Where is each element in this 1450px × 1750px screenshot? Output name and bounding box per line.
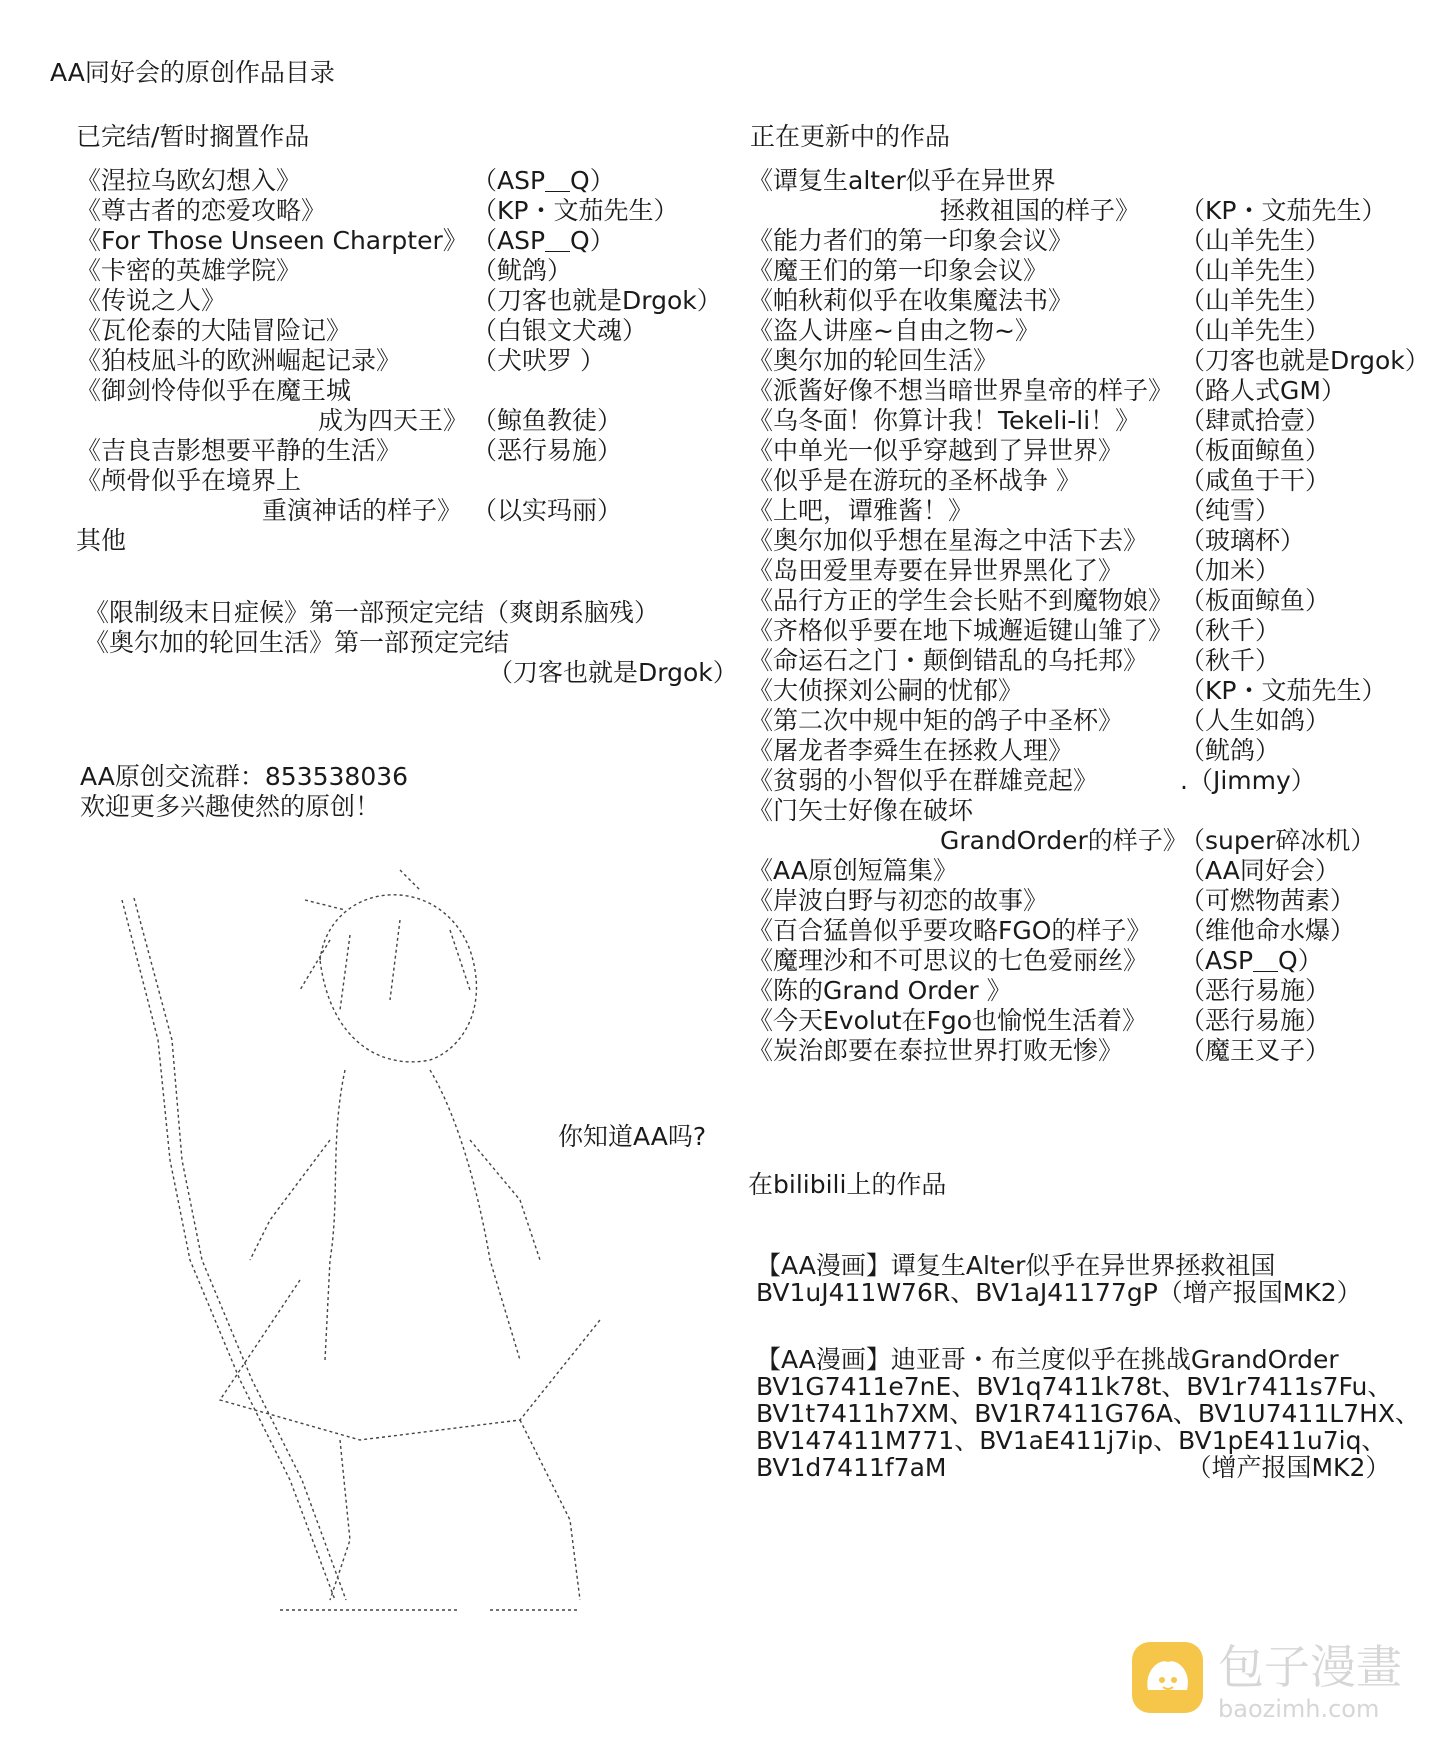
work-title: 《中单光一似乎穿越到了异世界》 <box>748 436 1124 465</box>
work-title: 拯救祖国的样子》 <box>940 196 1141 225</box>
work-author: （鲸鱼教徒） <box>472 406 623 435</box>
bili-title: 【AA漫画】谭复生Alter似乎在异世界拯救祖国 <box>756 1251 1276 1280</box>
completed-heading: 已完结/暂时搁置作品 <box>76 122 310 151</box>
list-item <box>748 706 1428 736</box>
work-title: 《AA原创短篇集》 <box>748 856 958 885</box>
list-item <box>748 376 1428 406</box>
work-title: 《炭治郎要在泰拉世界打败无惨》 <box>748 1036 1124 1065</box>
other-work: 《限制级末日症候》第一部预定完结（爽朗系脑残） <box>84 598 660 627</box>
bili-title: 【AA漫画】迪亚哥・布兰度似乎在挑战GrandOrder <box>756 1345 1339 1374</box>
list-item <box>748 256 1428 286</box>
work-author: （刀客也就是Drgok） <box>1180 346 1430 375</box>
work-author: （KP・文茄先生） <box>1180 196 1387 225</box>
work-title: 《奥尔加的轮回生活》 <box>748 346 999 375</box>
other-work: 《奥尔加的轮回生活》第一部预定完结 <box>84 628 510 657</box>
work-title: 《传说之人》 <box>76 286 227 315</box>
list-item <box>76 466 716 496</box>
work-author: （恶行易施） <box>472 436 623 465</box>
ascii-art-figure <box>100 840 680 1630</box>
list-item <box>84 658 738 688</box>
work-author: （可燃物茜素） <box>1180 886 1356 915</box>
work-author: （KP・文茄先生） <box>472 196 679 225</box>
leg-shape <box>330 1420 580 1600</box>
work-author: （以实玛丽） <box>472 496 623 525</box>
list-item <box>748 226 1428 256</box>
list-item <box>748 646 1428 676</box>
work-title: 《今天Evolut在Fgo也愉悦生活着》 <box>748 1006 1148 1035</box>
bili-ids: BV1uJ411W76R、BV1aJ41177gP（增产报国MK2） <box>756 1278 1362 1307</box>
work-title: 《岸波白野与初恋的故事》 <box>748 886 1049 915</box>
work-author: （人生如鸽） <box>1180 706 1331 735</box>
work-title: 《魔王们的第一印象会议》 <box>748 256 1049 285</box>
list-item <box>748 976 1428 1006</box>
bili-ids: BV1t7411h7XM、BV1R7411G76A、BV1U7411L7HX、 <box>756 1399 1421 1428</box>
work-title: 《齐格似乎要在地下城邂逅键山雏了》 <box>748 616 1174 645</box>
list-item <box>76 226 716 256</box>
work-title: 《能力者们的第一印象会议》 <box>748 226 1074 255</box>
work-author: （犬吠罗 ） <box>472 346 605 375</box>
work-author: （鱿鸽） <box>1180 736 1281 765</box>
work-author: （维他命水爆） <box>1180 916 1356 945</box>
list-item <box>76 196 716 226</box>
work-author: （山羊先生） <box>1180 256 1331 285</box>
work-title: 《品行方正的学生会长贴不到魔物娘》 <box>748 586 1174 615</box>
list-item <box>748 1006 1428 1036</box>
staff-shape <box>122 900 335 1600</box>
work-title: 《奥尔加似乎想在星海之中活下去》 <box>748 526 1149 555</box>
work-title: 《涅拉乌欧幻想入》 <box>76 166 302 195</box>
bili-ids: BV147411M771、BV1aE411j7ip、BV1pE411u7iq、 <box>756 1426 1387 1455</box>
work-title: 《帕秋莉似乎在收集魔法书》 <box>748 286 1074 315</box>
bili-author: （增产报国MK2） <box>1186 1453 1391 1482</box>
work-title: 《陈的Grand Order 》 <box>748 976 1012 1005</box>
list-item <box>748 1036 1428 1066</box>
work-title: 《百合猛兽似乎要攻略FGO的样子》 <box>748 916 1152 945</box>
completed-list <box>76 166 722 526</box>
work-title: 重演神话的样子》 <box>262 496 463 525</box>
list-item <box>748 616 1428 646</box>
work-author: （加米） <box>1180 556 1281 585</box>
list-item <box>748 286 1428 316</box>
list-item <box>748 556 1428 586</box>
list-item <box>748 586 1428 616</box>
work-title: 《盗人讲座~自由之物~》 <box>748 316 1040 345</box>
others-label: 其他 <box>76 526 127 555</box>
bilibili-heading: 在bilibili上的作品 <box>748 1170 947 1199</box>
others-list <box>84 598 738 688</box>
work-author: （恶行易施） <box>1180 976 1331 1005</box>
updating-heading: 正在更新中的作品 <box>750 122 951 151</box>
list-item <box>748 886 1428 916</box>
work-title: 《颅骨似乎在境界上 <box>76 466 302 495</box>
list-item <box>748 676 1428 706</box>
work-author: （刀客也就是Drgok） <box>472 286 722 315</box>
list-item <box>748 196 1428 226</box>
work-author: （鱿鸽） <box>472 256 573 285</box>
list-item <box>748 466 1428 496</box>
list-item <box>748 406 1428 436</box>
bili-ids: BV1G7411e7nE、BV1q7411k78t、BV1r7411s7Fu、 <box>756 1372 1393 1401</box>
work-author: （白银文犬魂） <box>472 316 648 345</box>
list-item <box>84 628 734 658</box>
work-author: （秋千） <box>1180 646 1281 675</box>
watermark-url: baozimh.com <box>1218 1695 1380 1723</box>
work-author: （山羊先生） <box>1180 286 1331 315</box>
list-item <box>748 166 1428 196</box>
work-title: 《岛田爱里寿要在异世界黑化了》 <box>748 556 1124 585</box>
work-title: 《狛枝凪斗的欧洲崛起记录》 <box>76 346 402 375</box>
work-author: （咸鱼于干） <box>1180 466 1331 495</box>
work-title: 《瓦伦泰的大陆冒险记》 <box>76 316 352 345</box>
work-title: 《御剑怜侍似乎在魔王城 <box>76 376 352 405</box>
list-item <box>748 946 1428 976</box>
work-title: 《命运石之门・颠倒错乱的乌托邦》 <box>748 646 1149 675</box>
list-item <box>748 526 1428 556</box>
list-item <box>76 286 722 316</box>
list-item <box>748 916 1428 946</box>
page-title: AA同好会的原创作品目录 <box>50 58 335 87</box>
bun-logo-icon <box>1130 1640 1205 1715</box>
work-author: （板面鲸鱼） <box>1180 586 1331 615</box>
list-item <box>76 346 716 376</box>
work-author: （板面鲸鱼） <box>1180 436 1331 465</box>
list-item <box>76 256 716 286</box>
work-title: 《派酱好像不想当暗世界皇帝的样子》 <box>748 376 1174 405</box>
qq-group-info: AA原创交流群：853538036 <box>80 762 409 791</box>
work-author: （ASP＿Q） <box>472 226 615 255</box>
list-item <box>748 346 1428 376</box>
work-title: 《屠龙者李舜生在拯救人理》 <box>748 736 1074 765</box>
work-title: 《乌冬面！你算计我！Tekeli-li！》 <box>748 406 1141 435</box>
staff-shape <box>134 898 346 1600</box>
work-author: （ASP＿Q） <box>1180 946 1323 975</box>
bili-ids: BV1d7411f7aM <box>756 1453 947 1482</box>
watermark-name: 包子漫畫 <box>1218 1640 1402 1694</box>
list-item <box>748 436 1428 466</box>
work-title: 《魔理沙和不可思议的七色爱丽丝》 <box>748 946 1149 975</box>
work-author: （秋千） <box>1180 616 1281 645</box>
work-author: （super碎冰机） <box>1180 826 1376 855</box>
bili-ids-last <box>756 1454 1420 1481</box>
list-item <box>84 598 734 628</box>
head-shape <box>320 895 476 1062</box>
work-title: 《吉良吉影想要平静的生活》 <box>76 436 402 465</box>
list-item <box>76 166 716 196</box>
work-author: （纯雪） <box>1180 496 1281 525</box>
list-item <box>76 376 716 406</box>
work-title: 《尊古者的恋爱攻略》 <box>76 196 327 225</box>
work-author: （山羊先生） <box>1180 226 1331 255</box>
welcome-text: 欢迎更多兴趣使然的原创！ <box>80 792 381 821</box>
work-author: （山羊先生） <box>1180 316 1331 345</box>
skirt-shape <box>220 1280 600 1440</box>
list-item <box>748 766 1428 796</box>
work-author: （KP・文茄先生） <box>1180 676 1387 705</box>
work-title: 《第二次中规中矩的鸽子中圣杯》 <box>748 706 1124 735</box>
list-item <box>76 316 716 346</box>
work-author: （肆贰拾壹） <box>1180 406 1331 435</box>
list-item <box>76 406 716 436</box>
work-title: 《谭复生alter似乎在异世界 <box>748 166 1056 195</box>
list-item <box>748 856 1428 886</box>
work-author: （路人式GM） <box>1180 376 1346 405</box>
work-title: 《门矢士好像在破坏 <box>748 796 974 825</box>
work-author: （玻璃杯） <box>1180 526 1306 555</box>
work-title: GrandOrder的样子》 <box>940 826 1188 855</box>
list-item <box>748 316 1428 346</box>
list-item <box>748 496 1428 526</box>
speech-text: 你知道AA吗? <box>558 1122 707 1151</box>
work-title: 《大侦探刘公嗣的忧郁》 <box>748 676 1024 705</box>
work-title: 《贫弱的小智似乎在群雄竞起》 <box>748 766 1099 795</box>
work-author: （ASP＿Q） <box>472 166 615 195</box>
work-title: 《For Those Unseen Charpter》 <box>76 226 468 255</box>
arm-shape <box>250 1140 540 1260</box>
body-shape <box>325 1070 520 1360</box>
updating-list <box>748 166 1428 1066</box>
work-title: 成为四天王》 <box>318 406 469 435</box>
other-author: （刀客也就是Drgok） <box>488 658 738 687</box>
list-item <box>748 736 1428 766</box>
work-author: （恶行易施） <box>1180 1006 1331 1035</box>
work-author: .（Jimmy） <box>1180 766 1316 795</box>
list-item <box>748 826 1428 856</box>
work-title: 《卡密的英雄学院》 <box>76 256 302 285</box>
work-title: 《上吧，谭雅酱！》 <box>748 496 974 525</box>
work-author: （AA同好会） <box>1180 856 1340 885</box>
list-item <box>76 436 716 466</box>
work-author: （魔王叉子） <box>1180 1036 1331 1065</box>
bilibili-works <box>756 1252 1420 1481</box>
work-title: 《似乎是在游玩的圣杯战争 》 <box>748 466 1081 495</box>
list-item <box>76 496 716 526</box>
list-item <box>748 796 1428 826</box>
